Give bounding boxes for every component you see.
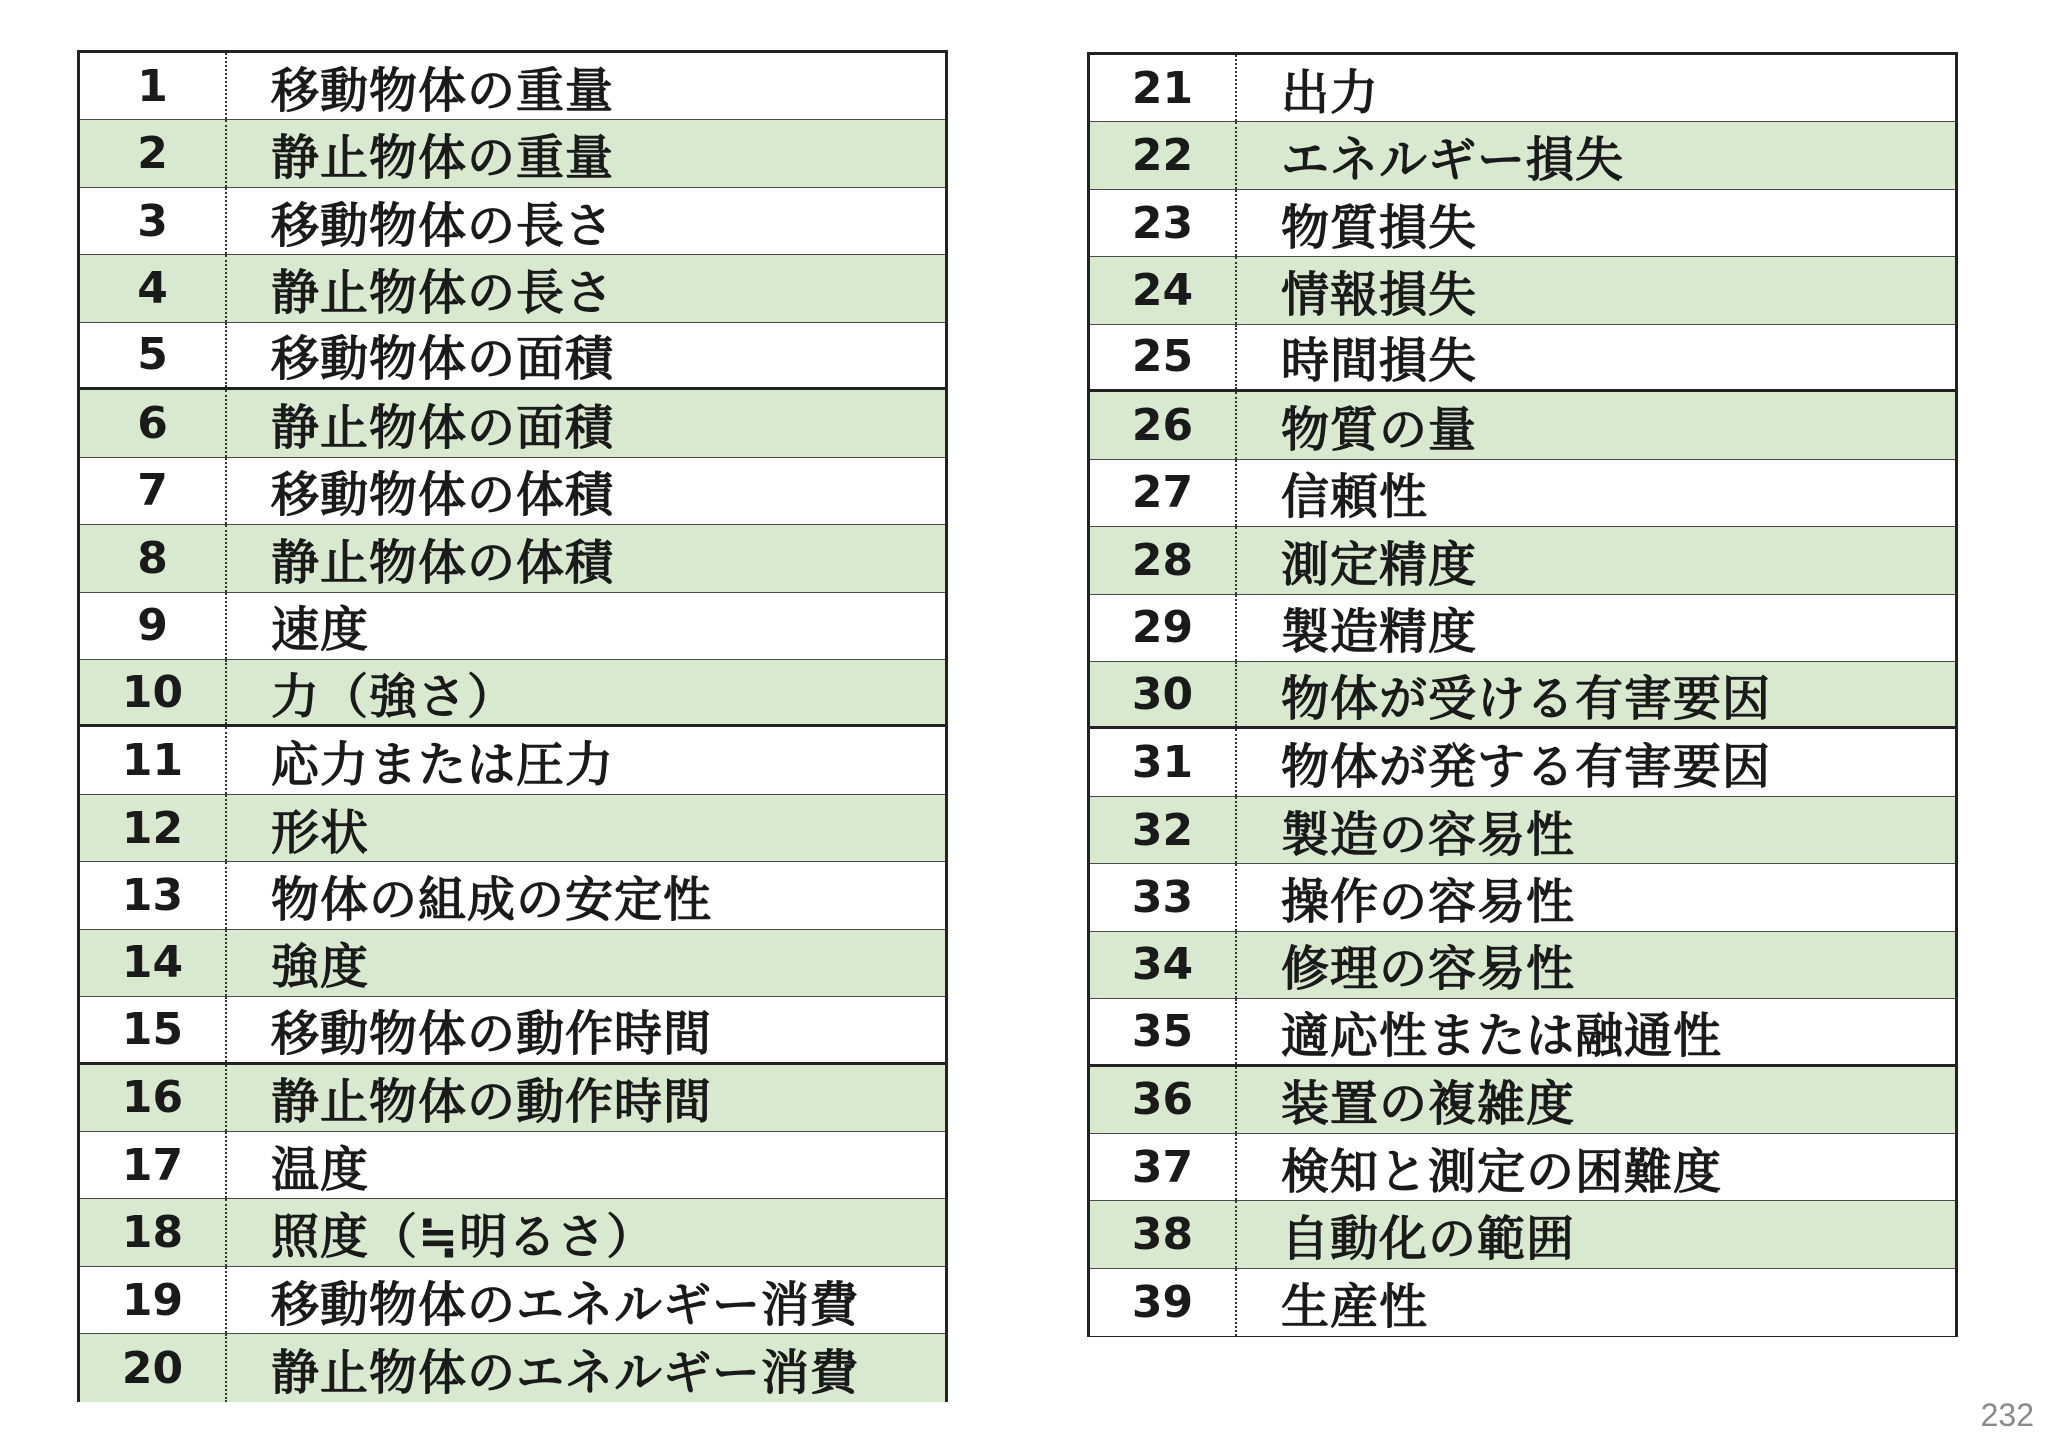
row-number: 8 <box>80 525 227 591</box>
row-number: 21 <box>1090 55 1237 121</box>
row-number: 36 <box>1090 1067 1237 1133</box>
row-label: 物体が発する有害要因 <box>1281 739 1772 796</box>
page-number: 232 <box>1980 1397 2034 1433</box>
row-number: 12 <box>80 795 227 861</box>
row-number: 24 <box>1090 257 1237 323</box>
row-label: 強度 <box>271 939 370 996</box>
table-row <box>80 120 945 187</box>
row-number: 38 <box>1090 1201 1237 1267</box>
table-row <box>1090 392 1955 459</box>
row-number: 3 <box>80 188 227 254</box>
table-row <box>1090 527 1955 594</box>
table-row <box>1090 932 1955 999</box>
row-label: 修理の容易性 <box>1281 941 1576 998</box>
table-row <box>80 525 945 592</box>
row-number: 13 <box>80 862 227 928</box>
row-number: 32 <box>1090 797 1237 863</box>
table-row <box>1090 55 1955 122</box>
row-number: 15 <box>80 997 227 1061</box>
row-label: 物体が受ける有害要因 <box>1281 670 1772 727</box>
row-label: 信頼性 <box>1281 469 1429 526</box>
row-label: 物質損失 <box>1281 199 1478 256</box>
row-number: 11 <box>80 727 227 793</box>
table-row <box>80 862 945 929</box>
parameter-table-right <box>1087 52 1958 1337</box>
row-number: 4 <box>80 255 227 321</box>
row-label: 照度（≒明るさ） <box>271 1209 656 1266</box>
row-label: 出力 <box>1281 64 1380 121</box>
row-label: 応力または圧力 <box>271 737 615 794</box>
row-label: 情報損失 <box>1281 267 1478 324</box>
table-row <box>80 53 945 120</box>
row-label: 物質の量 <box>1281 401 1478 458</box>
row-number: 34 <box>1090 932 1237 998</box>
row-label: 移動物体の動作時間 <box>271 1005 713 1062</box>
table-row <box>1090 864 1955 931</box>
row-number: 37 <box>1090 1134 1237 1200</box>
table-row <box>1090 460 1955 527</box>
row-label: 移動物体の長さ <box>271 197 615 254</box>
table-row <box>80 660 945 727</box>
table-row <box>1090 662 1955 729</box>
table-row <box>1090 1134 1955 1201</box>
row-label: 静止物体のエネルギー消費 <box>271 1344 860 1401</box>
table-row <box>80 255 945 322</box>
row-label: 速度 <box>271 602 370 659</box>
table-row <box>80 458 945 525</box>
table-row <box>80 1132 945 1199</box>
table-row <box>80 1199 945 1266</box>
table-row <box>1090 999 1955 1066</box>
row-number: 20 <box>80 1334 227 1401</box>
row-label: 適応性または融通性 <box>1281 1007 1723 1064</box>
table-row <box>1090 1201 1955 1268</box>
row-label: 移動物体の体積 <box>271 467 615 524</box>
table-row <box>1090 325 1955 392</box>
row-label: 力（強さ） <box>271 668 517 725</box>
row-label: 自動化の範囲 <box>1281 1211 1576 1268</box>
row-label: 製造の容易性 <box>1281 806 1576 863</box>
row-number: 22 <box>1090 122 1237 188</box>
row-number: 16 <box>80 1065 227 1131</box>
parameter-table-left <box>77 50 948 1402</box>
row-number: 26 <box>1090 392 1237 458</box>
row-label: 移動物体の面積 <box>271 331 615 388</box>
row-label: 検知と測定の困難度 <box>1281 1143 1723 1200</box>
table-row <box>1090 122 1955 189</box>
table-row <box>80 593 945 660</box>
row-label: 物体の組成の安定性 <box>271 871 713 928</box>
row-number: 33 <box>1090 864 1237 930</box>
row-label: 形状 <box>271 804 370 861</box>
row-number: 18 <box>80 1199 227 1265</box>
row-number: 35 <box>1090 999 1237 1063</box>
row-number: 14 <box>80 930 227 996</box>
table-row <box>1090 595 1955 662</box>
row-label: 静止物体の長さ <box>271 265 615 322</box>
row-number: 25 <box>1090 325 1237 389</box>
row-label: 移動物体のエネルギー消費 <box>271 1276 860 1333</box>
row-label: 静止物体の重量 <box>271 130 615 187</box>
row-label: 装置の複雑度 <box>1281 1076 1576 1133</box>
row-label: 時間損失 <box>1281 333 1478 390</box>
row-label: エネルギー損失 <box>1281 132 1625 189</box>
table-row <box>1090 729 1955 796</box>
row-label: 測定精度 <box>1281 536 1478 593</box>
table-row <box>1090 1067 1955 1134</box>
row-number: 31 <box>1090 729 1237 795</box>
table-row <box>1090 797 1955 864</box>
table-row <box>80 390 945 457</box>
table-row <box>1090 257 1955 324</box>
table-row <box>80 188 945 255</box>
row-number: 17 <box>80 1132 227 1198</box>
table-row <box>80 323 945 390</box>
row-label: 生産性 <box>1281 1279 1429 1336</box>
row-number: 7 <box>80 458 227 524</box>
row-number: 2 <box>80 120 227 186</box>
row-label: 静止物体の体積 <box>271 534 615 591</box>
row-number: 19 <box>80 1267 227 1333</box>
row-number: 39 <box>1090 1269 1237 1336</box>
row-label: 操作の容易性 <box>1281 873 1576 930</box>
table-row <box>80 997 945 1064</box>
row-number: 10 <box>80 660 227 724</box>
row-label: 製造精度 <box>1281 604 1478 661</box>
table-row <box>80 1334 945 1401</box>
row-label: 静止物体の面積 <box>271 399 615 456</box>
table-row <box>80 1065 945 1132</box>
row-number: 30 <box>1090 662 1237 726</box>
row-number: 6 <box>80 390 227 456</box>
table-row <box>80 930 945 997</box>
table-row <box>1090 1269 1955 1336</box>
row-number: 27 <box>1090 460 1237 526</box>
row-label: 温度 <box>271 1141 370 1198</box>
row-label: 静止物体の動作時間 <box>271 1074 713 1131</box>
row-number: 9 <box>80 593 227 659</box>
table-row <box>80 727 945 794</box>
row-number: 23 <box>1090 190 1237 256</box>
table-row <box>80 795 945 862</box>
table-row <box>80 1267 945 1334</box>
row-number: 28 <box>1090 527 1237 593</box>
table-row <box>1090 190 1955 257</box>
row-number: 1 <box>80 53 227 119</box>
row-number: 29 <box>1090 595 1237 661</box>
row-number: 5 <box>80 323 227 387</box>
row-label: 移動物体の重量 <box>271 62 615 119</box>
